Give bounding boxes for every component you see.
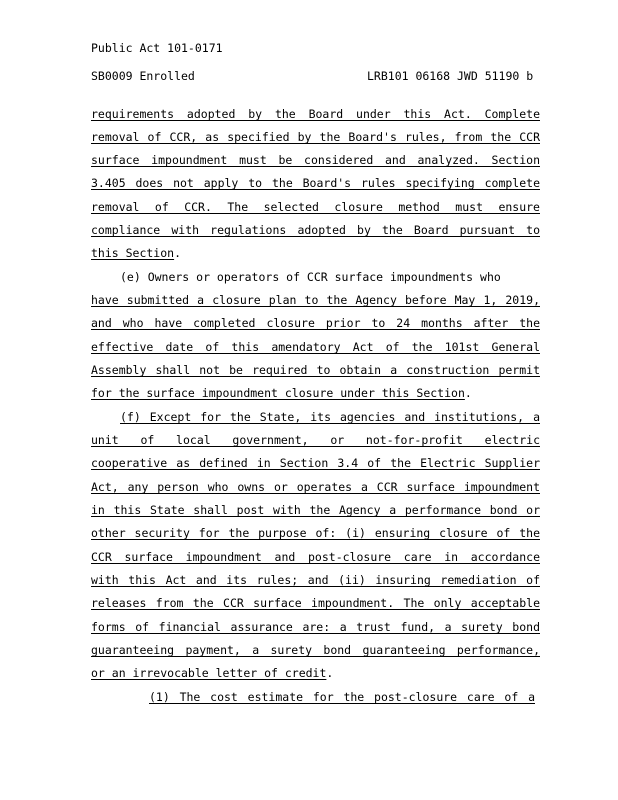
text-line: releases from the CCR surface impoundment. The only acceptable (91, 596, 540, 610)
text-line: CCR surface impoundment and post-closure care in accordance (91, 550, 540, 564)
text-line: guaranteeing payment, a surety bond guaranteeing performance, (91, 643, 540, 657)
lrb-number: LRB101 06168 JWD 51190 b (367, 69, 534, 83)
text-line: compliance with regulations adopted by the Board pursuant to (91, 223, 540, 237)
text-line: requirements adopted by the Board under this Act. Complete (91, 107, 540, 121)
text-line: or an irrevocable letter of credit. (91, 666, 334, 680)
text-line: have submitted a closure plan to the Agency before May 1, 2019, (91, 293, 540, 307)
public-act-number: Public Act 101-0171 (91, 41, 223, 55)
text-line: surface impoundment must be considered and analyzed. Section (91, 153, 540, 167)
text-line: cooperative as defined in Section 3.4 of the Electric Supplier (91, 456, 540, 470)
text-line: 3.405 does not apply to the Board's rules specifying complete (91, 176, 540, 190)
text-line: forms of financial assurance are: a trust fund, a surety bond (91, 620, 540, 634)
text-line: removal of CCR, as specified by the Board's rules, from the CCR (91, 130, 540, 144)
text-line: this Section. (91, 246, 182, 260)
text-line: and who have completed closure prior to 24 months after the (91, 316, 540, 330)
text-line: other security for the purpose of: (i) ensuring closure of the (91, 526, 540, 540)
text-line: removal of CCR. The selected closure method must ensure (91, 200, 540, 214)
text-line: effective date of this amendatory Act of the 101st General (91, 340, 540, 354)
text-line: (1) The cost estimate for the post-closure care of a (149, 690, 535, 704)
bill-number: SB0009 Enrolled (91, 69, 195, 83)
text-line: Act, any person who owns or operates a CCR surface impoundment (91, 480, 540, 494)
text-line: (f) Except for the State, its agencies and institutions, a (120, 410, 540, 424)
text-line: for the surface impoundment closure under this Section. (91, 386, 472, 400)
text-line: Assembly shall not be required to obtain a construction permit (91, 363, 540, 377)
text-line: in this State shall post with the Agency a performance bond or (91, 503, 540, 517)
text-line: with this Act and its rules; and (ii) insuring remediation of (91, 573, 540, 587)
text-line: (e) Owners or operators of CCR surface impoundments who (120, 270, 501, 284)
text-line: unit of local government, or not-for-profit electric (91, 433, 540, 447)
